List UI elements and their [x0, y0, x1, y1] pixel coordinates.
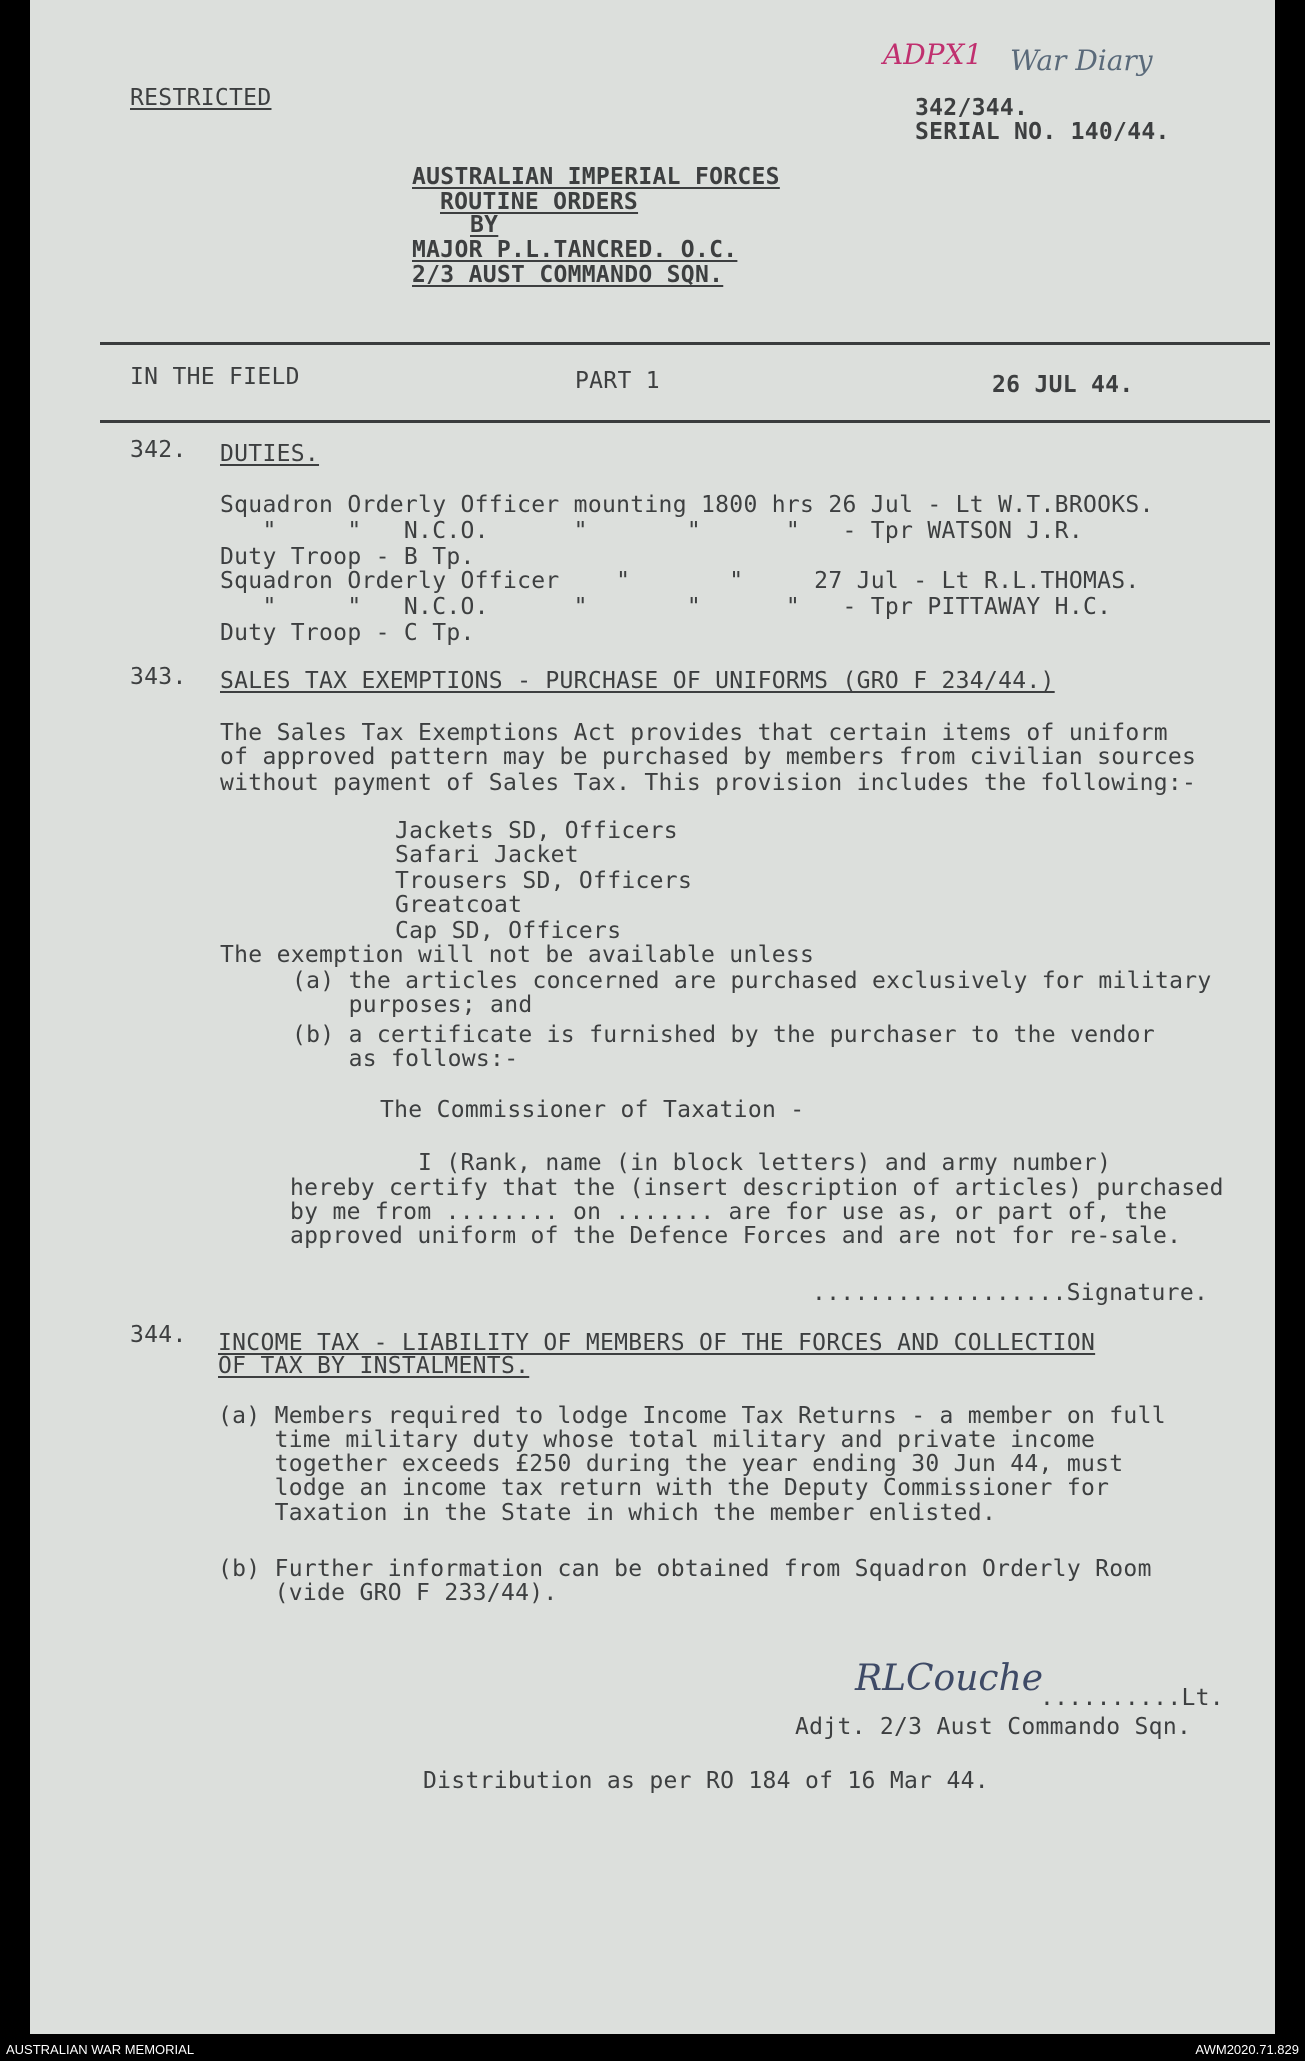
officer-signature: RLCouche [855, 1658, 1044, 1699]
s343-item: Greatcoat [395, 892, 523, 918]
rule-bottom [100, 420, 1270, 423]
s344-para-a: lodge an income tax return with the Deputy Commissioner for [218, 1475, 1110, 1501]
title-line-1: AUSTRALIAN IMPERIAL FORCES [412, 164, 780, 190]
s343-condition-b: (b) a certificate is furnished by the purchaser to the vendor [292, 1022, 1155, 1048]
s344-para-a: (a) Members required to lodge Income Tax Returns - a member on full [218, 1403, 1166, 1429]
footer-right: AWM2020.71.829 [1195, 2042, 1299, 2057]
handwritten-note: War Diary [1010, 44, 1153, 77]
cert-signature-line: ..................Signature. [812, 1280, 1209, 1306]
s342-row: Squadron Orderly Officer mounting 1800 hrs 26 Jul - Lt W.T.BROOKS. [220, 492, 1154, 518]
order-range: 342/344. [915, 95, 1029, 121]
handwritten-ref: ADPX1 [883, 38, 983, 71]
signature-rank-line: ..........Lt. [1040, 1685, 1224, 1711]
cert-addressee: The Commissioner of Taxation - [380, 1097, 805, 1123]
cert-line: hereby certify that the (insert description of articles) purchased [290, 1175, 1224, 1201]
s343-item: Trousers SD, Officers [395, 868, 693, 894]
s343-condition-b: as follows:- [292, 1046, 519, 1072]
s342-heading: DUTIES. [220, 441, 320, 467]
serial-number: SERIAL NO. 140/44. [915, 119, 1170, 145]
title-line-4: MAJOR P.L.TANCRED. O.C. [412, 237, 738, 263]
classification: RESTRICTED [130, 85, 272, 111]
s342-row: " " N.C.O. " " " - Tpr PITTAWAY H.C. [220, 594, 1112, 620]
title-line-2: ROUTINE ORDERS [440, 189, 639, 215]
s343-item: Cap SD, Officers [395, 918, 622, 944]
part-label: PART 1 [575, 368, 660, 394]
s343-number: 343. [130, 664, 187, 690]
s344-para-b: (vide GRO F 233/44). [218, 1580, 558, 1606]
cert-line: approved uniform of the Defence Forces and are not for re-sale. [290, 1223, 1182, 1249]
footer-left: AUSTRALIAN WAR MEMORIAL [6, 2042, 195, 2057]
s342-row: Squadron Orderly Officer " " 27 Jul - Lt R.L.THOMAS. [220, 568, 1140, 594]
s343-heading: SALES TAX EXEMPTIONS - PURCHASE OF UNIFORMS (GRO F 234/44.) [220, 668, 1055, 694]
s343-item: Jackets SD, Officers [395, 818, 678, 844]
s342-row: " " N.C.O. " " " - Tpr WATSON J.R. [220, 518, 1083, 544]
s342-row: Duty Troop - B Tp. [220, 544, 475, 570]
s344-heading: INCOME TAX - LIABILITY OF MEMBERS OF THE FORCES AND COLLECTION [218, 1330, 1096, 1356]
s344-para-b: (b) Further information can be obtained from Squadron Orderly Room [218, 1556, 1152, 1582]
rule-top [100, 342, 1270, 345]
s343-intro: of approved pattern may be purchased by members from civilian sources [220, 744, 1197, 770]
s344-para-a: together exceeds £250 during the year ending 30 Jun 44, must [218, 1451, 1124, 1477]
s343-condition-a: (a) the articles concerned are purchased exclusively for military [292, 968, 1212, 994]
s342-number: 342. [130, 437, 187, 463]
s342-row: Duty Troop - C Tp. [220, 620, 475, 646]
s343-unless: The exemption will not be available unless [220, 942, 815, 968]
s344-heading: OF TAX BY INSTALMENTS. [218, 1353, 530, 1379]
s344-para-a: time military duty whose total military and private income [218, 1427, 1096, 1453]
cert-line: by me from ........ on ....... are for use as, or part of, the [290, 1199, 1168, 1225]
s343-intro: without payment of Sales Tax. This provision includes the following:- [220, 770, 1197, 796]
s344-para-a: Taxation in the State in which the member enlisted. [218, 1500, 997, 1526]
cert-line: I (Rank, name (in block letters) and army number) [418, 1150, 1112, 1176]
archive-footer [0, 2034, 1305, 2061]
signature-title: Adjt. 2/3 Aust Commando Sqn. [795, 1714, 1192, 1740]
s343-intro: The Sales Tax Exemptions Act provides that certain items of uniform [220, 720, 1168, 746]
order-date: 26 JUL 44. [992, 372, 1134, 398]
title-line-3: BY [470, 212, 499, 238]
s344-number: 344. [130, 1322, 187, 1348]
title-line-5: 2/3 AUST COMMANDO SQN. [412, 262, 724, 288]
s343-condition-a: purposes; and [292, 992, 533, 1018]
s343-item: Safari Jacket [395, 842, 579, 868]
distribution-note: Distribution as per RO 184 of 16 Mar 44. [423, 1768, 989, 1794]
location: IN THE FIELD [130, 364, 300, 390]
